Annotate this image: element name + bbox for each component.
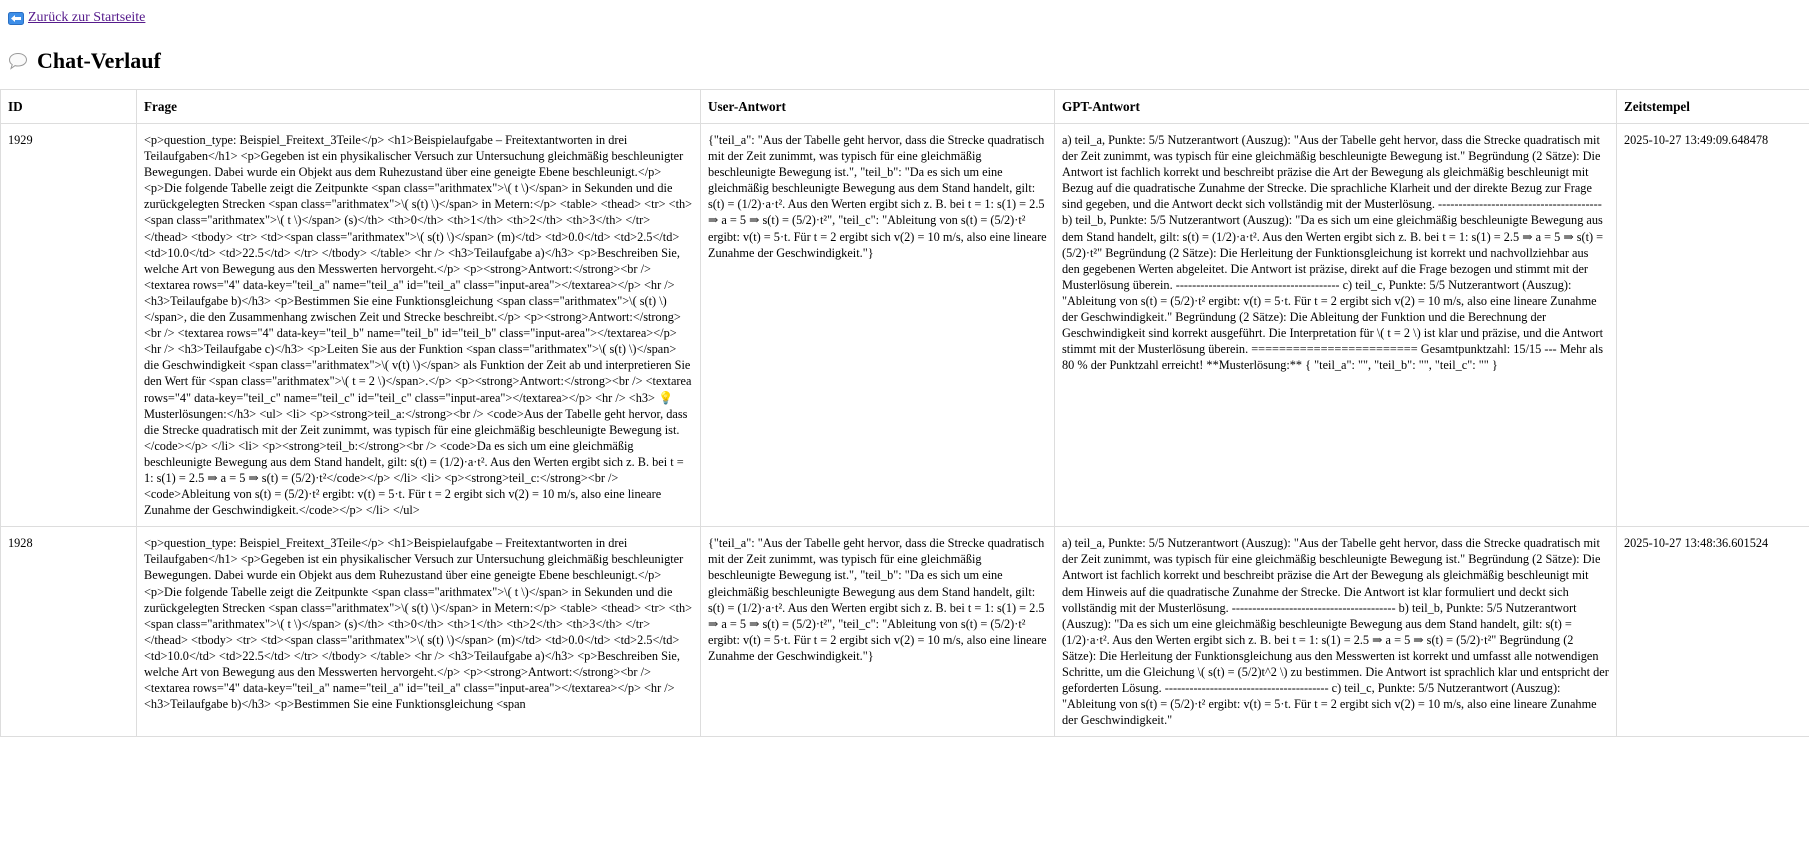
header-gpt-antwort: GPT-Antwort	[1055, 90, 1617, 124]
cell-gpt-antwort: a) teil_a, Punkte: 5/5 Nutzerantwort (Auszug): "Aus der Tabelle geht hervor, dass die Strecke quadratisch mit der Zeit zunimmt, was typisch für eine gleichmäßig beschleunigte Bewegung ist." Begründung (2 Sätze): Die Antwort ist fachlich korrekt und beschreibt präzise die Art der Bewegung als gleichmäßig beschleunigt mit dem Hinweis auf die quadratische Zunahme der Strecke. Die Antwort ist klar formuliert und deckt sich vollständig mit der Musterlösung. ---------------------------------------- b) teil_b, Punkte: 5/5 Nutzerantwort (Auszug): "Da es sich um eine gleichmäßig beschleunigte Bewegung aus dem Stand handelt, gilt: s(t) = (1/2)·a·t². Aus den Werten ergibt sich z. B. bei t = 1: s(1) = 2.5 ⇒ a = 5 ⇒ s(t) = (5/2)·t²" Begründung (2 Sätze): Die Herleitung der Funktionsgleichung aus den Messwerten ist korrekt und umfasst alle notwendigen Schritte, um die Gleichung \( s(t) = (5/2)t^2 \) zu bestimmen. Die Antwort ist sprachlich klar und entspricht der geforderten Lösung. ---------------------------------------- c) teil_c, Punkte: 5/5 Nutzerantwort (Auszug): "Ableitung von s(t) = (5/2)·t² ergibt: v(t) = 5·t. Für t = 2 ergibt sich v(2) = 10 m/s, also eine lineare Zunahme der Geschwindigkeit."	[1055, 527, 1617, 737]
speech-bubble-icon	[8, 52, 28, 70]
page-wrapper	[0, 0, 1809, 74]
header-id: ID	[1, 90, 137, 124]
page-title	[8, 48, 1801, 74]
back-to-home-link[interactable]: Zurück zur Startseite	[28, 10, 146, 25]
table-row	[1, 124, 1809, 527]
table-header-row	[1, 90, 1809, 124]
chat-history-table	[0, 89, 1809, 737]
cell-id: 1928	[1, 527, 137, 737]
cell-id: 1929	[1, 124, 137, 527]
back-arrow-icon	[8, 12, 24, 25]
back-nav	[8, 8, 1801, 28]
header-frage: Frage	[137, 90, 701, 124]
cell-gpt-antwort: a) teil_a, Punkte: 5/5 Nutzerantwort (Auszug): "Aus der Tabelle geht hervor, dass die Strecke quadratisch mit der Zeit zunimmt, was typisch für eine gleichmäßig beschleunigte Bewegung ist." Begründung (2 Sätze): Die Antwort ist fachlich korrekt und beschreibt präzise die Art der Bewegung als gleichmäßig beschleunigt mit Bezug auf die quadratische Zunahme der Strecke. Die sprachliche Klarheit und der direkte Bezug zur Frage sind gegeben, und die Antwort deckt sich vollständig mit der Musterlösung. ---------------------------------------- b) teil_b, Punkte: 5/5 Nutzerantwort (Auszug): "Da es sich um eine gleichmäßig beschleunigte Bewegung aus dem Stand handelt, gilt: s(t) = (1/2)·a·t². Aus den Werten ergibt sich z. B. bei t = 1: s(1) = 2.5 ⇒ a = 5 ⇒ s(t) = (5/2)·t²" Begründung (2 Sätze): Die Herleitung der Funktionsgleichung ist korrekt und nachvollziehbar aus den gegebenen Werten abgeleitet. Die Antwort ist präzise, direkt auf die Frage bezogen und stimmt mit der Musterlösung überein. ---------------------------------------- c) teil_c, Punkte: 5/5 Nutzerantwort (Auszug): "Ableitung von s(t) = (5/2)·t² ergibt: v(t) = 5·t. Für t = 2 ergibt sich v(2) = 10 m/s, also eine lineare Zunahme der Geschwindigkeit." Begründung (2 Sätze): Die Ableitung der Funktion und die Berechnung der Geschwindigkeit sind korrekt ausgeführt. Die Interpretation für \( t = 2 \) ist klar und präzise, und die Antwort stimmt mit der Musterlösung überein. ======================== Gesamtpunktzahl: 15/15 --- Mehr als 80 % der Punktzahl erreicht! **Musterlösung:** { "teil_a": "", "teil_b": "", "teil_c": "" }	[1055, 124, 1617, 527]
cell-frage: <p>question_type: Beispiel_Freitext_3Teile</p> <h1>Beispielaufgabe – Freitextantworten in drei Teilaufgaben</h1> <p>Gegeben ist ein physikalischer Versuch zur Untersuchung gleichmäßig beschleunigter Bewegungen. Dabei wurde ein Objekt aus dem Ruhezustand über eine geneigte Ebene beschleunigt.</p> <p>Die folgende Tabelle zeigt die Zeitpunkte <span class="arithmatex">\( t \)</span> in Sekunden und die zurückgelegten Strecken <span class="arithmatex">\( s(t) \)</span> in Metern:</p> <table> <thead> <tr> <th><span class="arithmatex">\( t \)</span> (s)</th> <th>0</th> <th>1</th> <th>2</th> <th>3</th> </tr> </thead> <tbody> <tr> <td><span class="arithmatex">\( s(t) \)</span> (m)</td> <td>0.0</td> <td>2.5</td> <td>10.0</td> <td>22.5</td> </tr> </tbody> </table> <hr /> <h3>Teilaufgabe a)</h3> <p>Beschreiben Sie, welche Art von Bewegung aus den Messwerten hervorgeht.</p> <p><strong>Antwort:</strong><br /> <textarea rows="4" data-key="teil_a" name="teil_a" id="teil_a" class="input-area"></textarea></p> <hr /> <h3>Teilaufgabe b)</h3> <p>Bestimmen Sie eine Funktionsgleichung <span class="arithmatex">\( s(t) \)</span>, die den Zusammenhang zwischen Zeit und Strecke beschreibt.</p> <p><strong>Antwort:</strong><br /> <textarea rows="4" data-key="teil_b" name="teil_b" id="teil_b" class="input-area"></textarea></p> <hr /> <h3>Teilaufgabe c)</h3> <p>Leiten Sie aus der Funktion <span class="arithmatex">\( s(t) \)</span> die Geschwindigkeit <span class="arithmatex">\( v(t) \)</span> als Funktion der Zeit ab und interpretieren Sie den Wert für <span class="arithmatex">\( t = 2 \)</span>.</p> <p><strong>Antwort:</strong><br /> <textarea rows="4" data-key="teil_c" name="teil_c" id="teil_c" class="input-area"></textarea></p> <hr /> <h3> 💡 Musterlösungen:</h3> <ul> <li> <p><strong>teil_a:</strong><br /> <code>Aus der Tabelle geht hervor, dass die Strecke quadratisch mit der Zeit zunimmt, was typisch für eine gleichmäßig beschleunigte Bewegung ist.</code></p> </li> <li> <p><strong>teil_b:</strong><br /> <code>Da es sich um eine gleichmäßig beschleunigte Bewegung aus dem Stand handelt, gilt: s(t) = (1/2)·a·t². Aus den Werten ergibt sich z. B. bei t = 1: s(1) = 2.5 ⇒ a = 5 ⇒ s(t) = (5/2)·t²</code></p> </li> <li> <p><strong>teil_c:</strong><br /> <code>Ableitung von s(t) = (5/2)·t² ergibt: v(t) = 5·t. Für t = 2 ergibt sich v(2) = 10 m/s, also eine lineare Zunahme der Geschwindigkeit.</code></p> </li> </ul>	[137, 124, 701, 527]
table-body	[1, 124, 1809, 737]
cell-zeitstempel: 2025-10-27 13:49:09.648478	[1617, 124, 1809, 527]
cell-frage: <p>question_type: Beispiel_Freitext_3Teile</p> <h1>Beispielaufgabe – Freitextantworten in drei Teilaufgaben</h1> <p>Gegeben ist ein physikalischer Versuch zur Untersuchung gleichmäßig beschleunigter Bewegungen. Dabei wurde ein Objekt aus dem Ruhezustand über eine geneigte Ebene beschleunigt.</p> <p>Die folgende Tabelle zeigt die Zeitpunkte <span class="arithmatex">\( t \)</span> in Sekunden und die zurückgelegten Strecken <span class="arithmatex">\( s(t) \)</span> in Metern:</p> <table> <thead> <tr> <th><span class="arithmatex">\( t \)</span> (s)</th> <th>0</th> <th>1</th> <th>2</th> <th>3</th> </tr> </thead> <tbody> <tr> <td><span class="arithmatex">\( s(t) \)</span> (m)</td> <td>0.0</td> <td>2.5</td> <td>10.0</td> <td>22.5</td> </tr> </tbody> </table> <hr /> <h3>Teilaufgabe a)</h3> <p>Beschreiben Sie, welche Art von Bewegung aus den Messwerten hervorgeht.</p> <p><strong>Antwort:</strong><br /> <textarea rows="4" data-key="teil_a" name="teil_a" id="teil_a" class="input-area"></textarea></p> <hr /> <h3>Teilaufgabe b)</h3> <p>Bestimmen Sie eine Funktionsgleichung <span	[137, 527, 701, 737]
cell-user-antwort: {"teil_a": "Aus der Tabelle geht hervor, dass die Strecke quadratisch mit der Zeit zunimmt, was typisch für eine gleichmäßig beschleunigte Bewegung ist.", "teil_b": "Da es sich um eine gleichmäßig beschleunigte Bewegung aus dem Stand handelt, gilt: s(t) = (1/2)·a·t². Aus den Werten ergibt sich z. B. bei t = 1: s(1) = 2.5 ⇒ a = 5 ⇒ s(t) = (5/2)·t²", "teil_c": "Ableitung von s(t) = (5/2)·t² ergibt: v(t) = 5·t. Für t = 2 ergibt sich v(2) = 10 m/s, also eine lineare Zunahme der Geschwindigkeit."}	[701, 527, 1055, 737]
header-zeitstempel: Zeitstempel	[1617, 90, 1809, 124]
table-header	[1, 90, 1809, 124]
page-title-text: Chat-Verlauf	[37, 48, 161, 73]
header-user-antwort: User-Antwort	[701, 90, 1055, 124]
cell-user-antwort: {"teil_a": "Aus der Tabelle geht hervor, dass die Strecke quadratisch mit der Zeit zunimmt, was typisch für eine gleichmäßig beschleunigte Bewegung ist.", "teil_b": "Da es sich um eine gleichmäßig beschleunigte Bewegung aus dem Stand handelt, gilt: s(t) = (1/2)·a·t². Aus den Werten ergibt sich z. B. bei t = 1: s(1) = 2.5 ⇒ a = 5 ⇒ s(t) = (5/2)·t²", "teil_c": "Ableitung von s(t) = (5/2)·t² ergibt: v(t) = 5·t. Für t = 2 ergibt sich v(2) = 10 m/s, also eine lineare Zunahme der Geschwindigkeit."}	[701, 124, 1055, 527]
table-row	[1, 527, 1809, 737]
cell-zeitstempel: 2025-10-27 13:48:36.601524	[1617, 527, 1809, 737]
